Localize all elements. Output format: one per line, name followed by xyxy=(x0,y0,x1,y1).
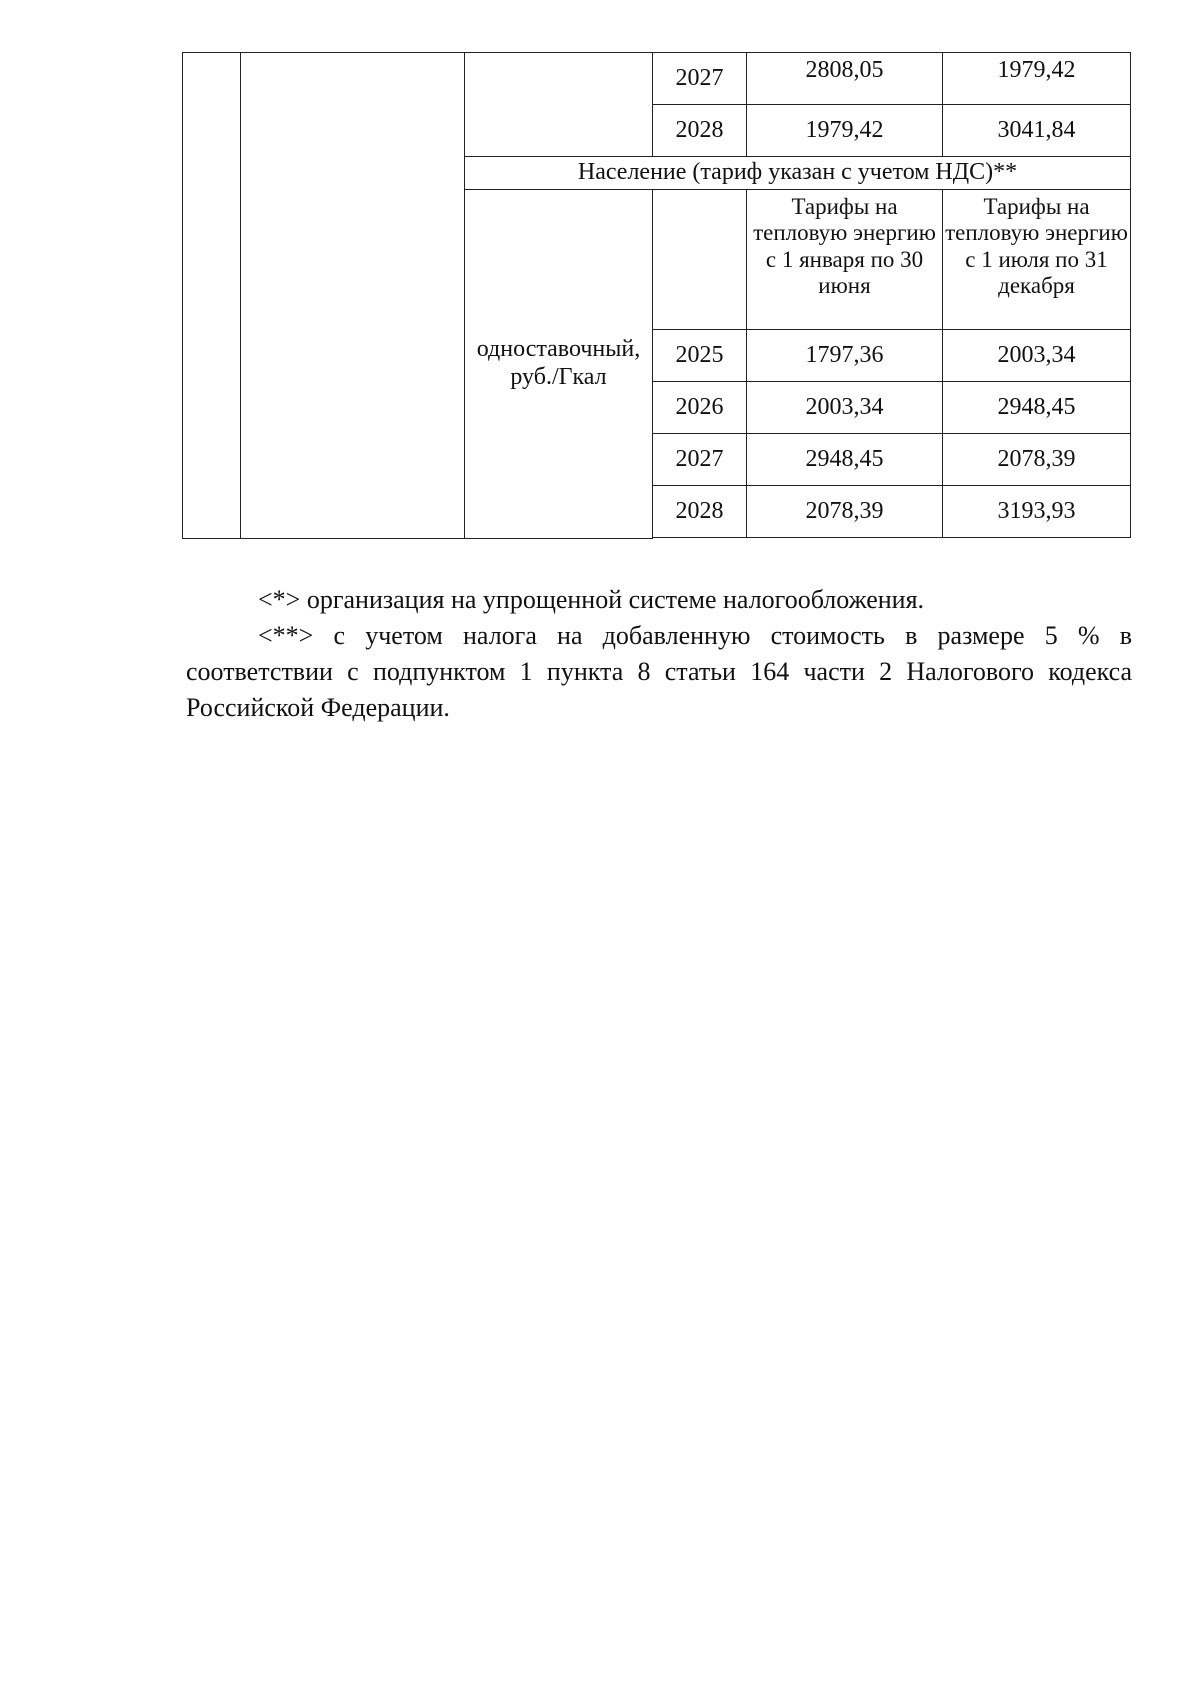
year-cell: 2028 xyxy=(653,105,747,157)
year-cell: 2027 xyxy=(653,53,747,105)
blank-col-organization xyxy=(241,53,465,539)
tariff-h2-cell: 2948,45 xyxy=(943,382,1131,434)
header-h1: Тарифы на тепловую энергию с 1 января по 30 июня xyxy=(747,190,943,330)
tariff-table xyxy=(182,52,1131,539)
footnotes xyxy=(186,582,1132,726)
tariff-h1-cell: 2078,39 xyxy=(747,486,943,538)
tariff-h2-cell: 3041,84 xyxy=(943,105,1131,157)
tariff-h2-cell: 1979,42 xyxy=(943,53,1131,105)
tariff-h2-cell: 3193,93 xyxy=(943,486,1131,538)
tariff-h2-cell: 2078,39 xyxy=(943,434,1131,486)
footnote-vat: <**> с учетом налога на добавленную стоимость в размере 5 % в соответствии с подпунктом 1 пункта 8 статьи 164 части 2 Налогового кодекса Российской Федерации. xyxy=(186,621,1132,722)
year-cell: 2026 xyxy=(653,382,747,434)
blank-col-number xyxy=(183,53,241,539)
year-cell: 2025 xyxy=(653,330,747,382)
year-cell: 2027 xyxy=(653,434,747,486)
blank-col-rate-type xyxy=(465,53,653,157)
header-h2: Тарифы на тепловую энергию с 1 июля по 31 декабря xyxy=(943,190,1131,330)
rate-type-cell: одноставочный, руб./Гкал xyxy=(465,190,653,539)
footnote-simplified-tax: <*> организация на упрощенной системе налогообложения. xyxy=(258,585,925,614)
tariff-h1-cell: 2948,45 xyxy=(747,434,943,486)
tariff-h1-cell: 2808,05 xyxy=(747,53,943,105)
spacer-cell xyxy=(943,538,1131,539)
table-row xyxy=(183,53,1131,105)
tariff-h2-cell: 2003,34 xyxy=(943,330,1131,382)
header-year-blank xyxy=(653,190,747,330)
tariff-h1-cell: 1797,36 xyxy=(747,330,943,382)
tariff-h1-cell: 2003,34 xyxy=(747,382,943,434)
tariff-h1-cell: 1979,42 xyxy=(747,105,943,157)
section-title: Население (тариф указан с учетом НДС)** xyxy=(465,157,1131,190)
spacer-cell xyxy=(653,538,747,539)
year-cell: 2028 xyxy=(653,486,747,538)
spacer-cell xyxy=(747,538,943,539)
